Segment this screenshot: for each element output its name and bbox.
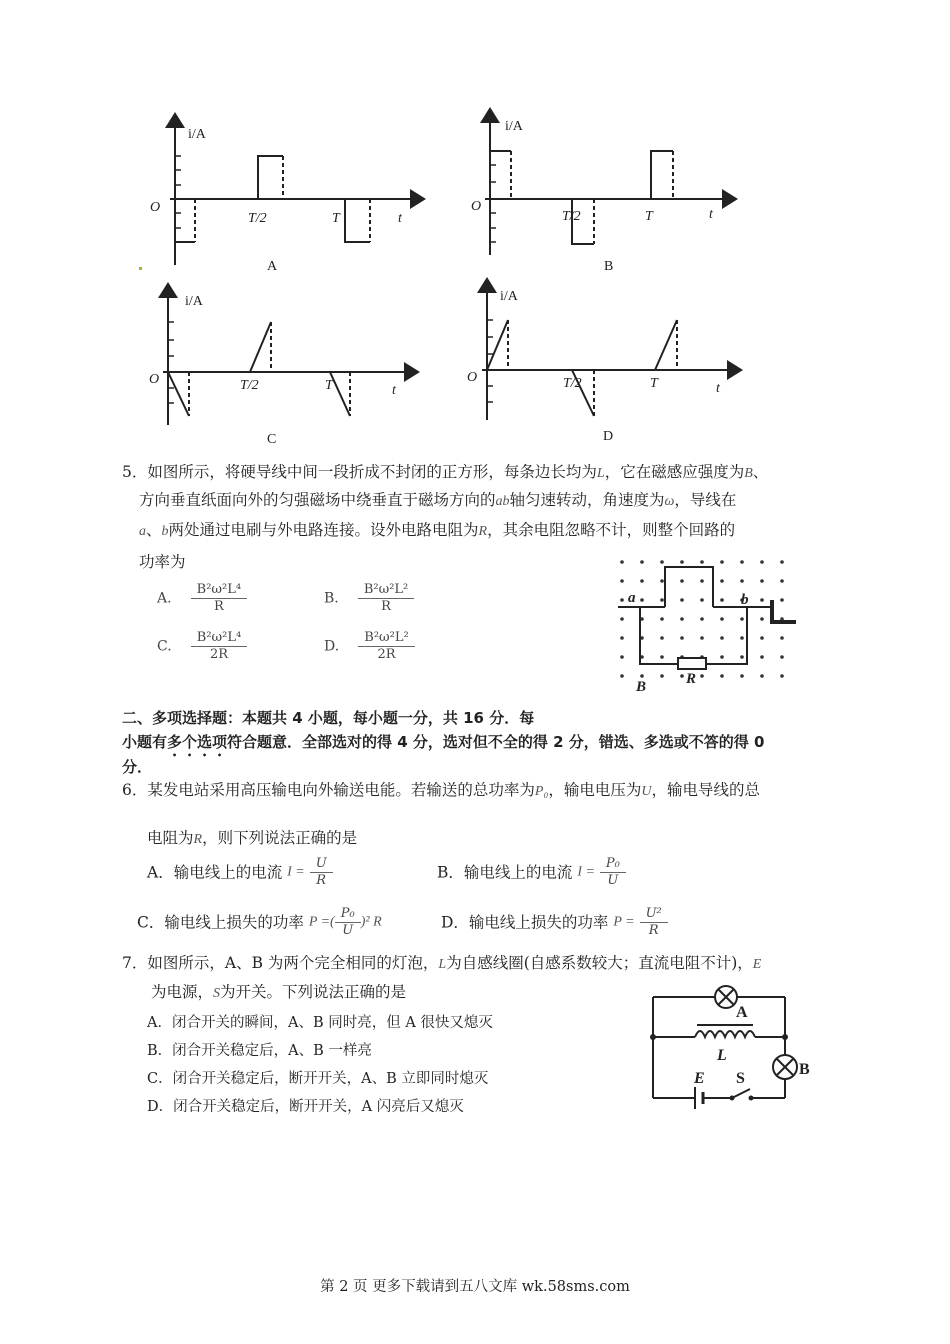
- field-dot: [640, 674, 644, 678]
- field-dot: [660, 674, 664, 678]
- field-dot: [680, 674, 684, 678]
- q7-option-a[interactable]: A．闭合开关的瞬间，A、B 同时亮，但 A 很快又熄灭: [147, 1015, 493, 1031]
- q5-option-c[interactable]: C. $\frac{\text{B²ω²L⁴}}{2R}$: [157, 630, 247, 663]
- section2-line2: 小题有多个选项符合题意．全部选对的得 4 分，选对但不全的得 2 分，错选、多选或不答的得 0: [122, 733, 765, 751]
- field-dot: [700, 617, 704, 621]
- q7-fig-e: E: [694, 1070, 705, 1087]
- field-dot: [660, 579, 664, 583]
- field-dot: [760, 598, 764, 602]
- field-dot: [760, 636, 764, 640]
- field-dot: [660, 617, 664, 621]
- graph-d: [482, 285, 735, 420]
- graph-b: [485, 115, 730, 255]
- graph-c-ylabel: i/A: [185, 294, 203, 309]
- field-dot: [760, 617, 764, 621]
- q5-fig-r: R: [686, 671, 697, 687]
- field-dot: [700, 560, 704, 564]
- field-dot: [780, 560, 784, 564]
- field-dot: [740, 674, 744, 678]
- current-time-graphs: [0, 0, 950, 450]
- q7-option-d[interactable]: D．闭合开关稳定后，断开开关，A 闪亮后又熄灭: [147, 1099, 464, 1115]
- graph-d-origin: O: [467, 370, 478, 385]
- field-dot: [620, 655, 624, 659]
- graph-d-half-period: T/2: [563, 376, 582, 391]
- field-dot: [720, 636, 724, 640]
- q7-line2: 为电源，S为开关。下列说法正确的是: [151, 983, 407, 1001]
- section2-heading: 二、多项选择题：本题共 4 小题，每小题一分，共 16 分．每: [122, 709, 535, 727]
- q5-line4: 功率为: [139, 553, 186, 571]
- field-dot: [660, 560, 664, 564]
- q6-option-c[interactable]: C．输电线上损失的功率 P =( $\frac{\text{P₀}}{U}$ )² R: [137, 906, 382, 938]
- stray-mark: [139, 267, 142, 270]
- q5-line1: 5．如图所示，将硬导线中间一段折成不封闭的正方形，每条边长均为L，它在磁感应强度为B、: [122, 463, 769, 481]
- graph-b-half-period: T/2: [562, 209, 581, 224]
- q7-circuit-figure: [640, 985, 820, 1115]
- field-dot: [740, 560, 744, 564]
- graph-c-label: C: [267, 432, 277, 447]
- q7-option-b[interactable]: B．闭合开关稳定后，A、B 一样亮: [147, 1043, 372, 1059]
- q6-option-b[interactable]: B．输电线上的电流 I = $\frac{\text{P₀}}{U}$: [437, 856, 626, 889]
- field-dot: [700, 598, 704, 602]
- graph-a-half-period: T/2: [248, 211, 267, 226]
- field-dot: [720, 579, 724, 583]
- q5-magnetic-field-figure: [600, 552, 810, 697]
- graph-c-half-period: T/2: [240, 378, 259, 393]
- field-dot: [660, 598, 664, 602]
- field-dot: [760, 560, 764, 564]
- graph-c-origin: O: [149, 372, 160, 387]
- field-dot: [760, 674, 764, 678]
- q7-fig-a: A: [736, 1004, 748, 1021]
- graph-a-ylabel: i/A: [188, 127, 206, 142]
- q6-line2: 电阻为R，则下列说法正确的是: [147, 829, 358, 847]
- graph-b-period: T: [645, 209, 653, 224]
- graph-b-ylabel: i/A: [505, 119, 523, 134]
- field-dot: [620, 598, 624, 602]
- q5-line3: a、b两处通过电刷与外电路连接。设外电路电阻为R，其余电阻忽略不计，则整个回路的: [139, 521, 736, 539]
- graph-a-label: A: [267, 259, 278, 274]
- q7-fig-b: B: [799, 1061, 810, 1078]
- field-dot: [740, 579, 744, 583]
- q5-option-d[interactable]: D. $\frac{\text{B²ω²L²}}{2R}$: [324, 630, 415, 663]
- q7-line1: 7．如图所示，A、B 为两个完全相同的灯泡，L为自感线圈(自感系数较大；直流电阻不计)，E: [122, 954, 762, 972]
- graph-c: [163, 290, 412, 425]
- field-dot: [780, 636, 784, 640]
- graph-a-origin: O: [150, 200, 161, 215]
- graph-d-t: t: [716, 381, 720, 396]
- field-dot: [620, 674, 624, 678]
- field-dot: [680, 598, 684, 602]
- field-dot: [620, 579, 624, 583]
- graph-b-t: t: [709, 207, 713, 222]
- field-dot: [740, 617, 744, 621]
- page-footer: 第 2 页 更多下载请到五八文库 wk.58sms.com: [320, 1279, 630, 1295]
- field-dot: [720, 560, 724, 564]
- field-dot: [700, 579, 704, 583]
- field-dot: [780, 674, 784, 678]
- field-dot: [740, 636, 744, 640]
- field-dot: [680, 560, 684, 564]
- field-dot: [760, 655, 764, 659]
- graph-a: [170, 120, 418, 265]
- graph-a-t: t: [398, 211, 402, 226]
- graph-d-ylabel: i/A: [500, 289, 518, 304]
- field-dot: [780, 598, 784, 602]
- field-dot: [720, 598, 724, 602]
- field-dot: [780, 579, 784, 583]
- graph-d-period: T: [650, 376, 658, 391]
- field-dot: [680, 636, 684, 640]
- q6-option-d[interactable]: D．输电线上损失的功率 P = $\frac{\text{U²}}{R}$: [441, 906, 668, 939]
- field-dot: [780, 655, 784, 659]
- field-dot: [700, 674, 704, 678]
- field-dot: [640, 560, 644, 564]
- graph-b-origin: O: [471, 199, 482, 214]
- graph-b-label: B: [604, 259, 614, 274]
- q5-fig-b: b: [741, 592, 749, 608]
- q7-fig-s: S: [736, 1070, 745, 1087]
- field-dot: [680, 579, 684, 583]
- q5-line2: 方向垂直纸面向外的匀强磁场中绕垂直于磁场方向的ab轴匀速转动，角速度为ω，导线在: [139, 491, 737, 509]
- field-dot: [680, 617, 684, 621]
- section2-line3: 分．: [122, 758, 153, 776]
- field-dot: [620, 636, 624, 640]
- q5-option-a[interactable]: A. $\frac{\text{B²ω²L⁴}}{R}$: [157, 582, 247, 615]
- q7-fig-l: L: [717, 1047, 727, 1064]
- field-dot: [640, 598, 644, 602]
- field-dot: [740, 655, 744, 659]
- field-dot: [720, 655, 724, 659]
- field-dot: [640, 579, 644, 583]
- graph-d-label: D: [603, 429, 614, 444]
- graph-c-period: T: [325, 378, 333, 393]
- q5-fig-a: a: [628, 590, 636, 606]
- q7-option-c[interactable]: C．闭合开关稳定后，断开开关，A、B 立即同时熄灭: [147, 1071, 489, 1087]
- field-dot: [620, 560, 624, 564]
- q5-number: 5．: [122, 463, 148, 481]
- field-dot: [760, 579, 764, 583]
- field-dot: [720, 674, 724, 678]
- field-dot: [660, 655, 664, 659]
- field-dot: [620, 617, 624, 621]
- field-dot: [720, 617, 724, 621]
- q5-option-b[interactable]: B. $\frac{\text{B²ω²L²}}{R}$: [324, 582, 414, 615]
- q6-line1: 6．某发电站采用高压输电向外输送电能。若输送的总功率为P₀，输电电压为U，输电导线的总: [122, 781, 760, 799]
- q6-option-a[interactable]: A．输电线上的电流 I = $\frac{U}{R}$: [147, 856, 333, 889]
- graph-c-t: t: [392, 383, 396, 398]
- field-dot: [660, 636, 664, 640]
- graph-a-period: T: [332, 211, 340, 226]
- q5-fig-b-field: B: [636, 679, 647, 695]
- field-dot: [700, 636, 704, 640]
